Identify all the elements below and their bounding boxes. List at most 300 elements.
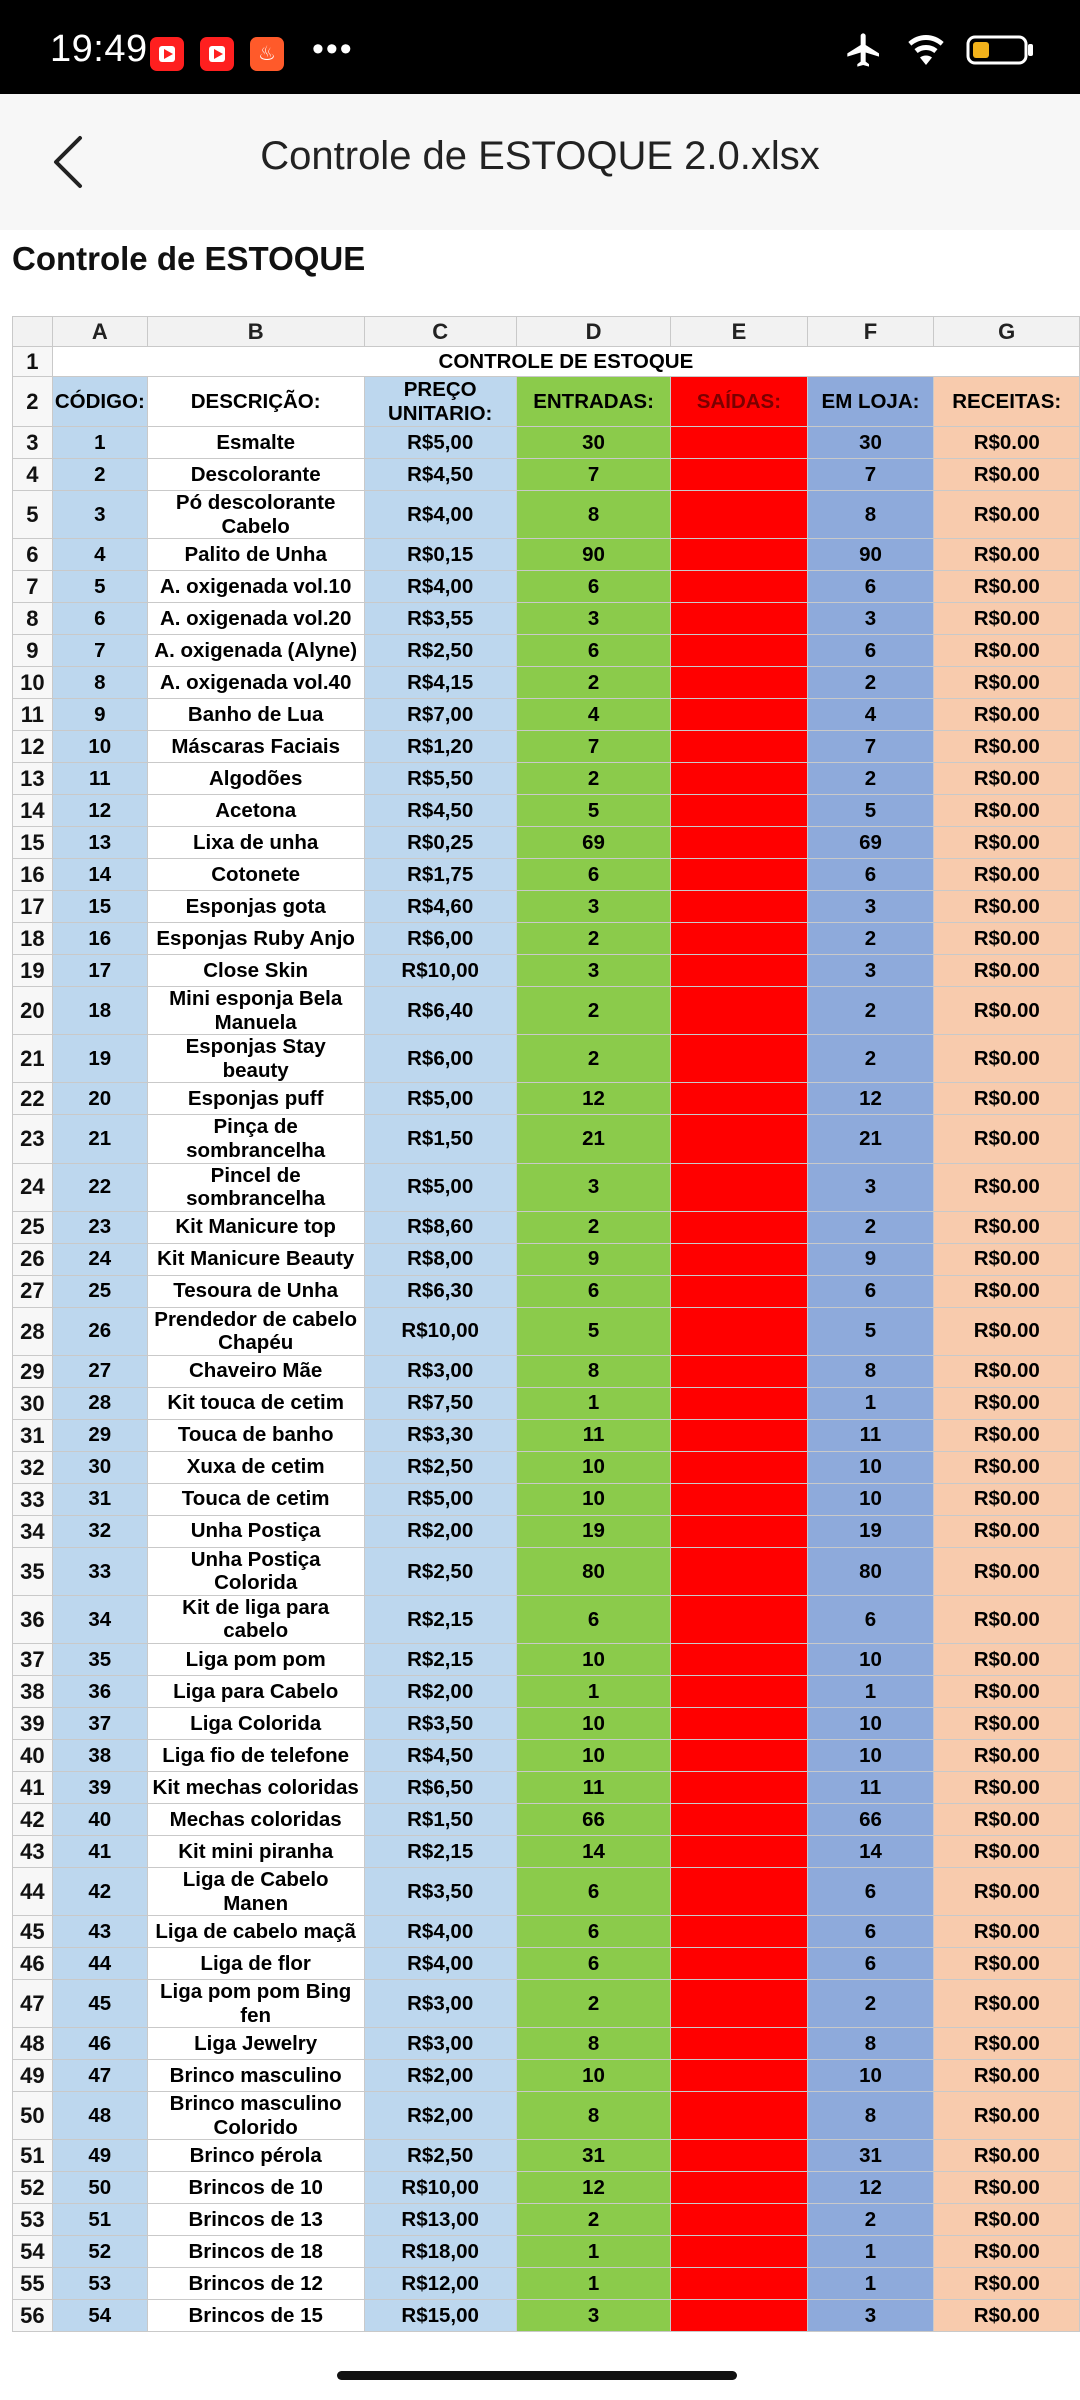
- column-header-f[interactable]: F: [807, 317, 934, 347]
- cell-descricao[interactable]: Liga de Cabelo Manen: [147, 1868, 364, 1916]
- cell-saidas[interactable]: [671, 2092, 807, 2140]
- row-number[interactable]: 33: [13, 1483, 53, 1515]
- cell-saidas[interactable]: [671, 1083, 807, 1115]
- cell-entradas[interactable]: 10: [516, 2060, 671, 2092]
- cell-preco[interactable]: R$0,15: [364, 539, 516, 571]
- cell-codigo[interactable]: 48: [52, 2092, 147, 2140]
- cell-descricao[interactable]: Unha Postiça Colorida: [147, 1547, 364, 1595]
- cell-descricao[interactable]: A. oxigenada vol.10: [147, 571, 364, 603]
- row-number[interactable]: 36: [13, 1595, 53, 1643]
- cell-em-loja[interactable]: 3: [807, 955, 934, 987]
- row-number[interactable]: 28: [13, 1307, 53, 1355]
- cell-codigo[interactable]: 21: [52, 1115, 147, 1163]
- cell-saidas[interactable]: [671, 1115, 807, 1163]
- cell-preco[interactable]: R$3,55: [364, 603, 516, 635]
- cell-codigo[interactable]: 41: [52, 1836, 147, 1868]
- spreadsheet-grid[interactable]: [12, 316, 1080, 2354]
- cell-em-loja[interactable]: 80: [807, 1547, 934, 1595]
- cell-descricao[interactable]: Pó descolorante Cabelo: [147, 491, 364, 539]
- cell-em-loja[interactable]: 6: [807, 571, 934, 603]
- cell-preco[interactable]: R$5,00: [364, 1483, 516, 1515]
- cell-em-loja[interactable]: 5: [807, 795, 934, 827]
- cell-preco[interactable]: R$1,75: [364, 859, 516, 891]
- cell-em-loja[interactable]: 4: [807, 699, 934, 731]
- row-number[interactable]: 30: [13, 1387, 53, 1419]
- cell-codigo[interactable]: 30: [52, 1451, 147, 1483]
- cell-saidas[interactable]: [671, 1243, 807, 1275]
- row-number[interactable]: 17: [13, 891, 53, 923]
- cell-descricao[interactable]: Brincos de 18: [147, 2236, 364, 2268]
- cell-saidas[interactable]: [671, 1772, 807, 1804]
- cell-receitas[interactable]: R$0.00: [934, 2236, 1080, 2268]
- cell-entradas[interactable]: 90: [516, 539, 671, 571]
- cell-codigo[interactable]: 13: [52, 827, 147, 859]
- cell-em-loja[interactable]: 6: [807, 1275, 934, 1307]
- cell-entradas[interactable]: 2: [516, 987, 671, 1035]
- cell-entradas[interactable]: 3: [516, 955, 671, 987]
- cell-saidas[interactable]: [671, 2204, 807, 2236]
- cell-receitas[interactable]: R$0.00: [934, 1451, 1080, 1483]
- cell-descricao[interactable]: Máscaras Faciais: [147, 731, 364, 763]
- row-number[interactable]: 53: [13, 2204, 53, 2236]
- column-header-a[interactable]: A: [52, 317, 147, 347]
- cell-em-loja[interactable]: 3: [807, 603, 934, 635]
- cell-saidas[interactable]: [671, 1836, 807, 1868]
- cell-codigo[interactable]: 45: [52, 1980, 147, 2028]
- cell-descricao[interactable]: Mini esponja Bela Manuela: [147, 987, 364, 1035]
- row-number[interactable]: 44: [13, 1868, 53, 1916]
- cell-codigo[interactable]: 17: [52, 955, 147, 987]
- cell-entradas[interactable]: 30: [516, 427, 671, 459]
- cell-entradas[interactable]: 14: [516, 1836, 671, 1868]
- cell-preco[interactable]: R$3,50: [364, 1708, 516, 1740]
- cell-descricao[interactable]: Algodões: [147, 763, 364, 795]
- cell-entradas[interactable]: 10: [516, 1740, 671, 1772]
- cell-descricao[interactable]: Esponjas Ruby Anjo: [147, 923, 364, 955]
- cell-receitas[interactable]: R$0.00: [934, 859, 1080, 891]
- cell-em-loja[interactable]: 2: [807, 1980, 934, 2028]
- cell-descricao[interactable]: Close Skin: [147, 955, 364, 987]
- cell-saidas[interactable]: [671, 2268, 807, 2300]
- cell-codigo[interactable]: 19: [52, 1035, 147, 1083]
- cell-descricao[interactable]: Brinco masculino Colorido: [147, 2092, 364, 2140]
- cell-preco[interactable]: R$2,00: [364, 1676, 516, 1708]
- cell-codigo[interactable]: 37: [52, 1708, 147, 1740]
- cell-entradas[interactable]: 6: [516, 1868, 671, 1916]
- cell-em-loja[interactable]: 6: [807, 635, 934, 667]
- cell-em-loja[interactable]: 2: [807, 923, 934, 955]
- cell-em-loja[interactable]: 66: [807, 1804, 934, 1836]
- header-codigo[interactable]: CÓDIGO:: [52, 377, 147, 427]
- header-preco[interactable]: PREÇO UNITARIO:: [364, 377, 516, 427]
- cell-entradas[interactable]: 9: [516, 1243, 671, 1275]
- cell-entradas[interactable]: 6: [516, 635, 671, 667]
- cell-codigo[interactable]: 39: [52, 1772, 147, 1804]
- cell-codigo[interactable]: 26: [52, 1307, 147, 1355]
- cell-receitas[interactable]: R$0.00: [934, 2060, 1080, 2092]
- cell-entradas[interactable]: 2: [516, 1211, 671, 1243]
- cell-receitas[interactable]: R$0.00: [934, 1083, 1080, 1115]
- cell-codigo[interactable]: 16: [52, 923, 147, 955]
- cell-receitas[interactable]: R$0.00: [934, 699, 1080, 731]
- cell-codigo[interactable]: 1: [52, 427, 147, 459]
- cell-preco[interactable]: R$2,50: [364, 1451, 516, 1483]
- cell-codigo[interactable]: 29: [52, 1419, 147, 1451]
- row-number[interactable]: 6: [13, 539, 53, 571]
- column-header-d[interactable]: D: [516, 317, 671, 347]
- cell-saidas[interactable]: [671, 827, 807, 859]
- cell-em-loja[interactable]: 2: [807, 2204, 934, 2236]
- cell-saidas[interactable]: [671, 2028, 807, 2060]
- header-receitas[interactable]: RECEITAS:: [934, 377, 1080, 427]
- cell-codigo[interactable]: 23: [52, 1211, 147, 1243]
- column-header-c[interactable]: C: [364, 317, 516, 347]
- cell-receitas[interactable]: R$0.00: [934, 795, 1080, 827]
- cell-saidas[interactable]: [671, 1547, 807, 1595]
- cell-receitas[interactable]: R$0.00: [934, 1483, 1080, 1515]
- row-number[interactable]: 55: [13, 2268, 53, 2300]
- cell-saidas[interactable]: [671, 1644, 807, 1676]
- cell-descricao[interactable]: Esponjas puff: [147, 1083, 364, 1115]
- cell-entradas[interactable]: 6: [516, 571, 671, 603]
- row-number[interactable]: 23: [13, 1115, 53, 1163]
- cell-descricao[interactable]: Prendedor de cabelo Chapéu: [147, 1307, 364, 1355]
- cell-saidas[interactable]: [671, 1916, 807, 1948]
- cell-receitas[interactable]: R$0.00: [934, 2172, 1080, 2204]
- cell-descricao[interactable]: Liga pom pom: [147, 1644, 364, 1676]
- row-number[interactable]: 51: [13, 2140, 53, 2172]
- cell-saidas[interactable]: [671, 2060, 807, 2092]
- cell-saidas[interactable]: [671, 2236, 807, 2268]
- row-number[interactable]: 45: [13, 1916, 53, 1948]
- cell-entradas[interactable]: 6: [516, 1275, 671, 1307]
- cell-descricao[interactable]: Xuxa de cetim: [147, 1451, 364, 1483]
- cell-em-loja[interactable]: 14: [807, 1836, 934, 1868]
- cell-codigo[interactable]: 49: [52, 2140, 147, 2172]
- row-number[interactable]: 5: [13, 491, 53, 539]
- cell-receitas[interactable]: R$0.00: [934, 1035, 1080, 1083]
- cell-entradas[interactable]: 8: [516, 491, 671, 539]
- cell-codigo[interactable]: 54: [52, 2300, 147, 2332]
- row-number[interactable]: 4: [13, 459, 53, 491]
- cell-codigo[interactable]: 34: [52, 1595, 147, 1643]
- cell-receitas[interactable]: R$0.00: [934, 763, 1080, 795]
- cell-descricao[interactable]: Mechas coloridas: [147, 1804, 364, 1836]
- cell-em-loja[interactable]: 90: [807, 539, 934, 571]
- cell-receitas[interactable]: R$0.00: [934, 1980, 1080, 2028]
- cell-preco[interactable]: R$2,00: [364, 2060, 516, 2092]
- row-number[interactable]: 15: [13, 827, 53, 859]
- cell-codigo[interactable]: 3: [52, 491, 147, 539]
- cell-em-loja[interactable]: 3: [807, 891, 934, 923]
- cell-saidas[interactable]: [671, 1948, 807, 1980]
- cell-descricao[interactable]: Liga Jewelry: [147, 2028, 364, 2060]
- cell-preco[interactable]: R$5,00: [364, 427, 516, 459]
- cell-em-loja[interactable]: 6: [807, 1916, 934, 1948]
- cell-entradas[interactable]: 80: [516, 1547, 671, 1595]
- row-number[interactable]: 22: [13, 1083, 53, 1115]
- cell-saidas[interactable]: [671, 795, 807, 827]
- row-number[interactable]: 50: [13, 2092, 53, 2140]
- cell-receitas[interactable]: R$0.00: [934, 635, 1080, 667]
- cell-saidas[interactable]: [671, 427, 807, 459]
- cell-entradas[interactable]: 2: [516, 1035, 671, 1083]
- cell-receitas[interactable]: R$0.00: [934, 427, 1080, 459]
- cell-entradas[interactable]: 7: [516, 459, 671, 491]
- cell-em-loja[interactable]: 5: [807, 1307, 934, 1355]
- row-number[interactable]: 41: [13, 1772, 53, 1804]
- cell-codigo[interactable]: 32: [52, 1515, 147, 1547]
- cell-saidas[interactable]: [671, 603, 807, 635]
- cell-saidas[interactable]: [671, 459, 807, 491]
- cell-codigo[interactable]: 18: [52, 987, 147, 1035]
- cell-descricao[interactable]: Liga de cabelo maçã: [147, 1916, 364, 1948]
- cell-saidas[interactable]: [671, 1483, 807, 1515]
- cell-preco[interactable]: R$4,00: [364, 1916, 516, 1948]
- cell-preco[interactable]: R$0,25: [364, 827, 516, 859]
- header-saidas[interactable]: SAÍDAS:: [671, 377, 807, 427]
- row-number[interactable]: 27: [13, 1275, 53, 1307]
- cell-em-loja[interactable]: 3: [807, 1163, 934, 1211]
- cell-preco[interactable]: R$2,50: [364, 635, 516, 667]
- cell-preco[interactable]: R$4,00: [364, 571, 516, 603]
- cell-saidas[interactable]: [671, 1980, 807, 2028]
- cell-em-loja[interactable]: 6: [807, 1595, 934, 1643]
- cell-preco[interactable]: R$4,50: [364, 795, 516, 827]
- cell-saidas[interactable]: [671, 2300, 807, 2332]
- cell-em-loja[interactable]: 10: [807, 1483, 934, 1515]
- cell-preco[interactable]: R$4,00: [364, 491, 516, 539]
- cell-descricao[interactable]: Pincel de sombrancelha: [147, 1163, 364, 1211]
- cell-descricao[interactable]: Brincos de 15: [147, 2300, 364, 2332]
- cell-entradas[interactable]: 10: [516, 1483, 671, 1515]
- cell-preco[interactable]: R$1,50: [364, 1115, 516, 1163]
- cell-receitas[interactable]: R$0.00: [934, 891, 1080, 923]
- row-number[interactable]: 29: [13, 1355, 53, 1387]
- cell-codigo[interactable]: 43: [52, 1916, 147, 1948]
- cell-saidas[interactable]: [671, 667, 807, 699]
- cell-em-loja[interactable]: 21: [807, 1115, 934, 1163]
- cell-preco[interactable]: R$15,00: [364, 2300, 516, 2332]
- cell-receitas[interactable]: R$0.00: [934, 987, 1080, 1035]
- cell-receitas[interactable]: R$0.00: [934, 491, 1080, 539]
- cell-saidas[interactable]: [671, 1275, 807, 1307]
- row-number[interactable]: 9: [13, 635, 53, 667]
- cell-codigo[interactable]: 12: [52, 795, 147, 827]
- cell-descricao[interactable]: Acetona: [147, 795, 364, 827]
- cell-codigo[interactable]: 42: [52, 1868, 147, 1916]
- cell-saidas[interactable]: [671, 1451, 807, 1483]
- cell-preco[interactable]: R$6,40: [364, 987, 516, 1035]
- row-number[interactable]: 25: [13, 1211, 53, 1243]
- cell-preco[interactable]: R$4,50: [364, 459, 516, 491]
- spreadsheet-table[interactable]: [12, 316, 1080, 2332]
- row-number[interactable]: 3: [13, 427, 53, 459]
- cell-entradas[interactable]: 4: [516, 699, 671, 731]
- cell-descricao[interactable]: Kit mechas coloridas: [147, 1772, 364, 1804]
- cell-receitas[interactable]: R$0.00: [934, 667, 1080, 699]
- cell-em-loja[interactable]: 31: [807, 2140, 934, 2172]
- cell-receitas[interactable]: R$0.00: [934, 1515, 1080, 1547]
- cell-preco[interactable]: R$6,50: [364, 1772, 516, 1804]
- cell-codigo[interactable]: 51: [52, 2204, 147, 2236]
- column-header-e[interactable]: E: [671, 317, 807, 347]
- cell-em-loja[interactable]: 10: [807, 1451, 934, 1483]
- cell-saidas[interactable]: [671, 1307, 807, 1355]
- cell-entradas[interactable]: 12: [516, 1083, 671, 1115]
- row-number[interactable]: 19: [13, 955, 53, 987]
- cell-receitas[interactable]: R$0.00: [934, 827, 1080, 859]
- cell-saidas[interactable]: [671, 1355, 807, 1387]
- row-number[interactable]: 12: [13, 731, 53, 763]
- cell-descricao[interactable]: A. oxigenada vol.40: [147, 667, 364, 699]
- row-number[interactable]: 46: [13, 1948, 53, 1980]
- cell-receitas[interactable]: R$0.00: [934, 2140, 1080, 2172]
- cell-preco[interactable]: R$18,00: [364, 2236, 516, 2268]
- cell-receitas[interactable]: R$0.00: [934, 459, 1080, 491]
- cell-entradas[interactable]: 8: [516, 2092, 671, 2140]
- cell-preco[interactable]: R$4,60: [364, 891, 516, 923]
- cell-descricao[interactable]: A. oxigenada vol.20: [147, 603, 364, 635]
- cell-descricao[interactable]: Lixa de unha: [147, 827, 364, 859]
- cell-em-loja[interactable]: 2: [807, 667, 934, 699]
- cell-codigo[interactable]: 50: [52, 2172, 147, 2204]
- cell-descricao[interactable]: Liga Colorida: [147, 1708, 364, 1740]
- cell-preco[interactable]: R$4,00: [364, 1948, 516, 1980]
- cell-em-loja[interactable]: 6: [807, 859, 934, 891]
- row-number[interactable]: 38: [13, 1676, 53, 1708]
- cell-saidas[interactable]: [671, 1804, 807, 1836]
- cell-em-loja[interactable]: 11: [807, 1419, 934, 1451]
- cell-entradas[interactable]: 3: [516, 1163, 671, 1211]
- cell-saidas[interactable]: [671, 987, 807, 1035]
- cell-entradas[interactable]: 8: [516, 1355, 671, 1387]
- cell-saidas[interactable]: [671, 763, 807, 795]
- cell-preco[interactable]: R$5,00: [364, 1083, 516, 1115]
- cell-preco[interactable]: R$2,15: [364, 1595, 516, 1643]
- merged-title-cell[interactable]: CONTROLE DE ESTOQUE: [52, 347, 1079, 377]
- cell-entradas[interactable]: 3: [516, 603, 671, 635]
- cell-entradas[interactable]: 69: [516, 827, 671, 859]
- cell-entradas[interactable]: 10: [516, 1708, 671, 1740]
- cell-em-loja[interactable]: 9: [807, 1243, 934, 1275]
- cell-entradas[interactable]: 21: [516, 1115, 671, 1163]
- cell-saidas[interactable]: [671, 1676, 807, 1708]
- cell-descricao[interactable]: Liga de flor: [147, 1948, 364, 1980]
- cell-descricao[interactable]: Kit touca de cetim: [147, 1387, 364, 1419]
- cell-em-loja[interactable]: 1: [807, 1676, 934, 1708]
- cell-receitas[interactable]: R$0.00: [934, 1307, 1080, 1355]
- cell-receitas[interactable]: R$0.00: [934, 1355, 1080, 1387]
- cell-saidas[interactable]: [671, 1515, 807, 1547]
- cell-receitas[interactable]: R$0.00: [934, 1211, 1080, 1243]
- cell-entradas[interactable]: 1: [516, 2236, 671, 2268]
- cell-codigo[interactable]: 53: [52, 2268, 147, 2300]
- cell-em-loja[interactable]: 19: [807, 1515, 934, 1547]
- cell-preco[interactable]: R$2,50: [364, 1547, 516, 1595]
- cell-codigo[interactable]: 52: [52, 2236, 147, 2268]
- cell-preco[interactable]: R$7,50: [364, 1387, 516, 1419]
- cell-receitas[interactable]: R$0.00: [934, 731, 1080, 763]
- cell-codigo[interactable]: 44: [52, 1948, 147, 1980]
- cell-saidas[interactable]: [671, 539, 807, 571]
- cell-preco[interactable]: R$1,50: [364, 1804, 516, 1836]
- cell-codigo[interactable]: 24: [52, 1243, 147, 1275]
- row-number[interactable]: 54: [13, 2236, 53, 2268]
- cell-entradas[interactable]: 11: [516, 1772, 671, 1804]
- cell-codigo[interactable]: 22: [52, 1163, 147, 1211]
- row-number[interactable]: 10: [13, 667, 53, 699]
- cell-entradas[interactable]: 2: [516, 923, 671, 955]
- cell-descricao[interactable]: Banho de Lua: [147, 699, 364, 731]
- cell-entradas[interactable]: 8: [516, 2028, 671, 2060]
- row-number[interactable]: 43: [13, 1836, 53, 1868]
- row-number[interactable]: 21: [13, 1035, 53, 1083]
- cell-descricao[interactable]: Touca de banho: [147, 1419, 364, 1451]
- cell-receitas[interactable]: R$0.00: [934, 1772, 1080, 1804]
- cell-descricao[interactable]: Brincos de 13: [147, 2204, 364, 2236]
- cell-preco[interactable]: R$4,50: [364, 1740, 516, 1772]
- cell-em-loja[interactable]: 2: [807, 1035, 934, 1083]
- cell-receitas[interactable]: R$0.00: [934, 1275, 1080, 1307]
- cell-receitas[interactable]: R$0.00: [934, 2204, 1080, 2236]
- cell-em-loja[interactable]: 8: [807, 2028, 934, 2060]
- cell-entradas[interactable]: 10: [516, 1451, 671, 1483]
- cell-receitas[interactable]: R$0.00: [934, 1740, 1080, 1772]
- row-number[interactable]: 24: [13, 1163, 53, 1211]
- cell-preco[interactable]: R$3,00: [364, 1980, 516, 2028]
- cell-saidas[interactable]: [671, 635, 807, 667]
- cell-descricao[interactable]: Liga fio de telefone: [147, 1740, 364, 1772]
- row-number[interactable]: 39: [13, 1708, 53, 1740]
- cell-entradas[interactable]: 31: [516, 2140, 671, 2172]
- cell-codigo[interactable]: 20: [52, 1083, 147, 1115]
- cell-em-loja[interactable]: 6: [807, 1868, 934, 1916]
- cell-em-loja[interactable]: 7: [807, 459, 934, 491]
- cell-entradas[interactable]: 6: [516, 1595, 671, 1643]
- cell-saidas[interactable]: [671, 2140, 807, 2172]
- cell-codigo[interactable]: 35: [52, 1644, 147, 1676]
- column-header-g[interactable]: G: [934, 317, 1080, 347]
- cell-descricao[interactable]: Esponjas gota: [147, 891, 364, 923]
- cell-descricao[interactable]: Pinça de sombrancelha: [147, 1115, 364, 1163]
- cell-preco[interactable]: R$10,00: [364, 955, 516, 987]
- cell-entradas[interactable]: 3: [516, 2300, 671, 2332]
- cell-descricao[interactable]: Tesoura de Unha: [147, 1275, 364, 1307]
- cell-em-loja[interactable]: 2: [807, 987, 934, 1035]
- cell-entradas[interactable]: 6: [516, 1916, 671, 1948]
- cell-entradas[interactable]: 5: [516, 1307, 671, 1355]
- cell-saidas[interactable]: [671, 1740, 807, 1772]
- cell-codigo[interactable]: 9: [52, 699, 147, 731]
- cell-preco[interactable]: R$5,50: [364, 763, 516, 795]
- cell-entradas[interactable]: 12: [516, 2172, 671, 2204]
- cell-em-loja[interactable]: 10: [807, 1740, 934, 1772]
- cell-receitas[interactable]: R$0.00: [934, 539, 1080, 571]
- row-number[interactable]: 52: [13, 2172, 53, 2204]
- cell-descricao[interactable]: Brinco masculino: [147, 2060, 364, 2092]
- cell-descricao[interactable]: Kit Manicure top: [147, 1211, 364, 1243]
- cell-descricao[interactable]: Kit de liga para cabelo: [147, 1595, 364, 1643]
- cell-preco[interactable]: R$3,00: [364, 1355, 516, 1387]
- cell-receitas[interactable]: R$0.00: [934, 1419, 1080, 1451]
- cell-saidas[interactable]: [671, 1708, 807, 1740]
- cell-em-loja[interactable]: 8: [807, 2092, 934, 2140]
- cell-preco[interactable]: R$13,00: [364, 2204, 516, 2236]
- cell-codigo[interactable]: 46: [52, 2028, 147, 2060]
- cell-codigo[interactable]: 38: [52, 1740, 147, 1772]
- cell-preco[interactable]: R$10,00: [364, 2172, 516, 2204]
